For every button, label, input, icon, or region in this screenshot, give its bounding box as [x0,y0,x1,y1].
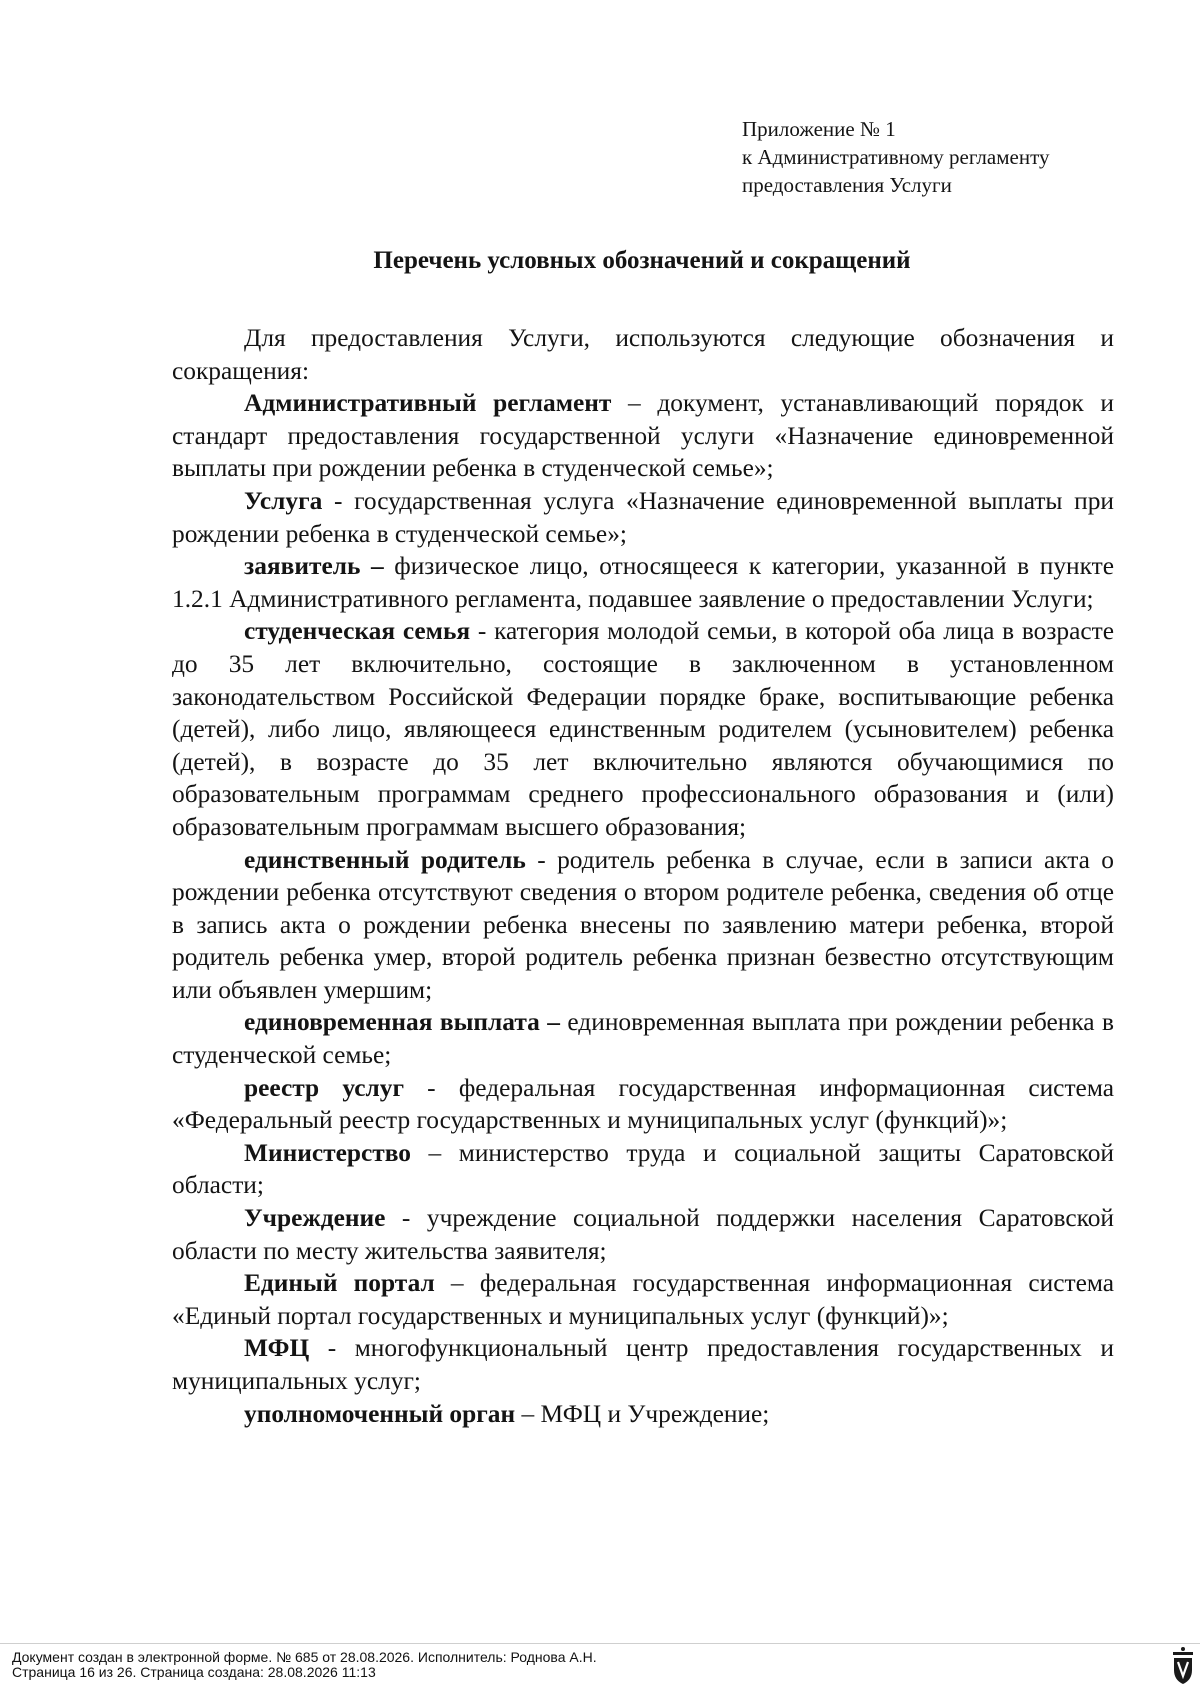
page-title: Перечень условных обозначений и сокращений [373,247,911,274]
definition-term: МФЦ [244,1334,310,1363]
definition-separator: - [385,1204,427,1233]
definition-separator: - [322,486,355,515]
definition-separator: – [434,1269,480,1298]
definition-text: министерство труда и социальной защиты Саратовской области; [172,1138,1115,1200]
definition-paragraph [172,1137,1114,1202]
definition-text: учреждение социальной поддержки населения Саратовской области по месту жительства заявителя; [172,1204,1114,1265]
definition-term: Министерство [244,1138,411,1167]
definition-term: Единый портал [244,1269,435,1298]
definition-separator: – [515,1399,541,1428]
definition-text: МФЦ и Учреждение; [540,1399,770,1428]
appendix-line-1: Приложение № 1 [742,117,896,141]
definition-separator: – [410,1138,459,1167]
definition-text: федеральная государственная информационная система «Единый портал государственных и муниципальных услуг (функций)»; [172,1269,1115,1330]
definition-term: Услуга [244,486,323,515]
definition-text: государственная услуга «Назначение единовременной выплаты при рождении ребенка в студенческой семье»; [172,486,1115,548]
definition-term: студенческая семья [244,617,471,646]
saratov-emblem-icon [1172,1646,1194,1686]
definition-paragraph [172,1332,1114,1397]
definition-term: реестр услуг [244,1073,404,1102]
appendix-block [742,115,1049,199]
definition-separator: – [611,389,658,418]
definition-separator: - [470,617,495,646]
appendix-line-2: к Административному регламенту [742,145,1050,169]
definition-separator: - [403,1073,459,1102]
definition-paragraph [172,844,1114,1007]
definition-term: Административный регламент [244,389,612,418]
definition-paragraph [172,1072,1114,1137]
definition-term: заявитель – [244,552,384,581]
definition-paragraph [172,1006,1114,1071]
definition-text: единовременная выплата при рождении ребенка в студенческой семье; [172,1008,1114,1070]
footer-line-2: Страница 16 из 26. Страница создана: 28.08.2026 11:13 [12,1664,376,1680]
appendix-line-3: предоставления Услуги [742,173,952,197]
definition-term: Учреждение [244,1204,386,1233]
definition-paragraph [172,1398,1114,1431]
definition-paragraph [172,1202,1114,1267]
definition-term: единовременная выплата – [244,1008,560,1037]
definition-text: многофункциональный центр предоставления государственных и муниципальных услуг; [172,1334,1114,1395]
document-body [172,322,1114,1430]
definition-text: родитель ребенка в случае, если в записи акта о рождении ребенка отсутствуют сведения о втором родителе ребенка, сведения об отце в запись акта о рождении ребенка внесены по заявлению матери ребенка, второй родитель ребенка умер, второй родитель ребенка признан безвестно отсутствующим или объявлен умершим; [172,845,1114,1004]
intro-paragraph: Для предоставления Услуги, используются следующие обозначения и сокращения: [172,324,1114,385]
definition-paragraph [172,485,1114,550]
definition-paragraph [172,550,1114,615]
footer-line-1: Документ создан в электронной форме. № 685 от 28.08.2026. Исполнитель: Роднова А.Н. [12,1649,597,1665]
definition-term: уполномоченный орган [244,1399,516,1428]
definition-paragraph [172,387,1114,485]
definition-separator: - [309,1334,355,1363]
definition-term: единственный родитель [244,845,526,874]
definition-text: федеральная государственная информационная система «Федеральный реестр государственных и муниципальных услуг (функций)»; [172,1073,1114,1135]
definition-separator [384,552,395,580]
definition-separator: - [525,845,558,874]
document-footer [12,1650,597,1680]
definition-paragraph [172,1267,1114,1332]
footer-divider [0,1643,1200,1644]
definition-text: документ, устанавливающий порядок и стандарт предоставления государственной услуги «Назначение единовременной выплаты при рождении ребенка в студенческой семье»; [172,389,1114,483]
definition-text: категория молодой семьи, в которой оба лица в возрасте до 35 лет включительно, состоящие в заключенном в установленном законодательством Российской Федерации порядке браке, воспитывающие ребенка (детей), либо лицо, являющееся единственным родителем (усыновителем) ребенка (детей), в возрасте до 35 лет включительно являются обучающимися по образовательным программам среднего профессионального образования и (или) образовательным программам высшего образования; [172,617,1114,841]
definition-paragraph [172,615,1114,843]
definition-text: физическое лицо, относящееся к категории, указанной в пункте 1.2.1 Административного регламента, подавшее заявление о предоставлении Услуги; [172,552,1114,613]
